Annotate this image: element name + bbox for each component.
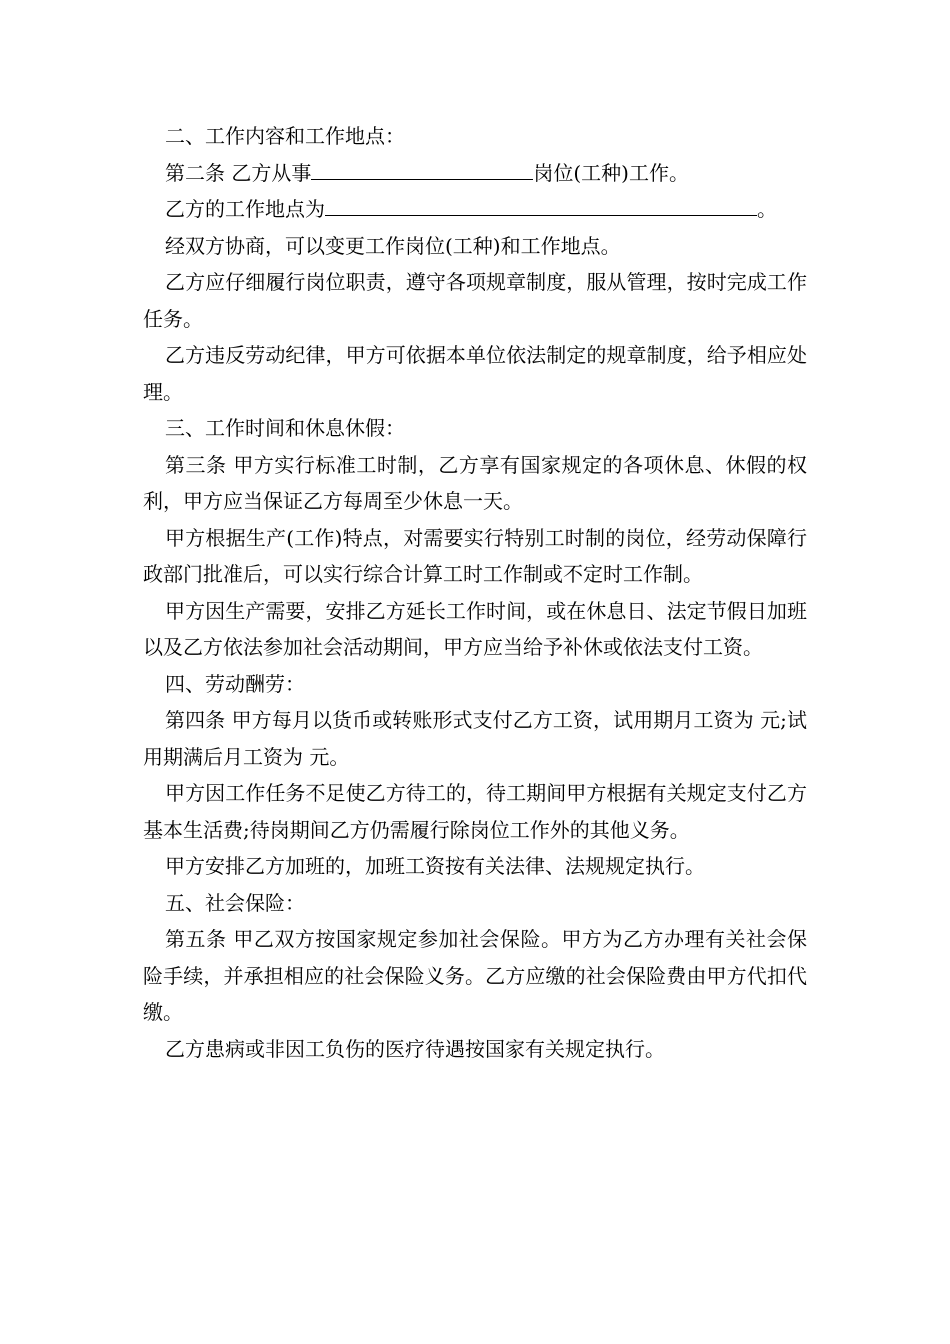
article-2-line	[143, 155, 807, 192]
violation-paragraph: 乙方违反劳动纪律，甲方可依据本单位依法制定的规章制度，给予相应处理。	[143, 343, 807, 404]
special-hours-paragraph: 甲方根据生产(工作)特点，对需要实行特别工时制的岗位，经劳动保障行政部门批准后，可以实行综合计算工时工作制或不定时工作制。	[143, 525, 807, 586]
article-4-paragraph: 第四条 甲方每月以货币或转账形式支付乙方工资，试用期月工资为 元;试用期满后月工资为 元。	[143, 708, 807, 769]
article-3-paragraph: 第三条 甲方实行标准工时制，乙方享有国家规定的各项休息、休假的权利，甲方应当保证乙方每周至少休息一天。	[143, 452, 807, 513]
idle-paragraph: 甲方因工作任务不足使乙方待工的，待工期间甲方根据有关规定支付乙方基本生活费;待岗期间乙方仍需履行除岗位工作外的其他义务。	[143, 781, 807, 842]
medical-paragraph: 乙方患病或非因工负伤的医疗待遇按国家有关规定执行。	[165, 1036, 665, 1061]
section-3-heading: 三、工作时间和休息休假：	[165, 416, 405, 440]
workplace-prefix: 乙方的工作地点为	[165, 197, 325, 221]
section-5-heading: 五、社会保险：	[165, 890, 305, 915]
negotiate-paragraph: 经双方协商，可以变更工作岗位(工种)和工作地点。	[165, 233, 621, 258]
overtime-paragraph: 甲方因生产需要，安排乙方延长工作时间，或在休息日、法定节假日加班以及乙方依法参加社会活动期间，甲方应当给予补休或依法支付工资。	[143, 598, 807, 659]
article-5-paragraph: 第五条 甲乙双方按国家规定参加社会保险。甲方为乙方办理有关社会保险手续，并承担相应的社会保险义务。乙方应缴的社会保险费由甲方代扣代缴。	[143, 927, 807, 1024]
article-2-suffix: 岗位(工种)工作。	[533, 160, 689, 185]
overtime-pay-paragraph: 甲方安排乙方加班的，加班工资按有关法律、法规规定执行。	[165, 854, 705, 878]
workplace-blank	[325, 196, 757, 216]
section-4-heading: 四、劳动酬劳：	[165, 671, 305, 696]
workplace-line	[143, 191, 807, 228]
job-position-blank	[311, 160, 533, 180]
document-body	[143, 118, 807, 1067]
duties-paragraph: 乙方应仔细履行岗位职责，遵守各项规章制度，服从管理，按时完成工作任务。	[143, 270, 807, 331]
section-2-heading: 二、工作内容和工作地点：	[165, 124, 405, 148]
workplace-suffix: 。	[757, 197, 777, 221]
article-2-prefix: 第二条 乙方从事	[165, 160, 312, 185]
